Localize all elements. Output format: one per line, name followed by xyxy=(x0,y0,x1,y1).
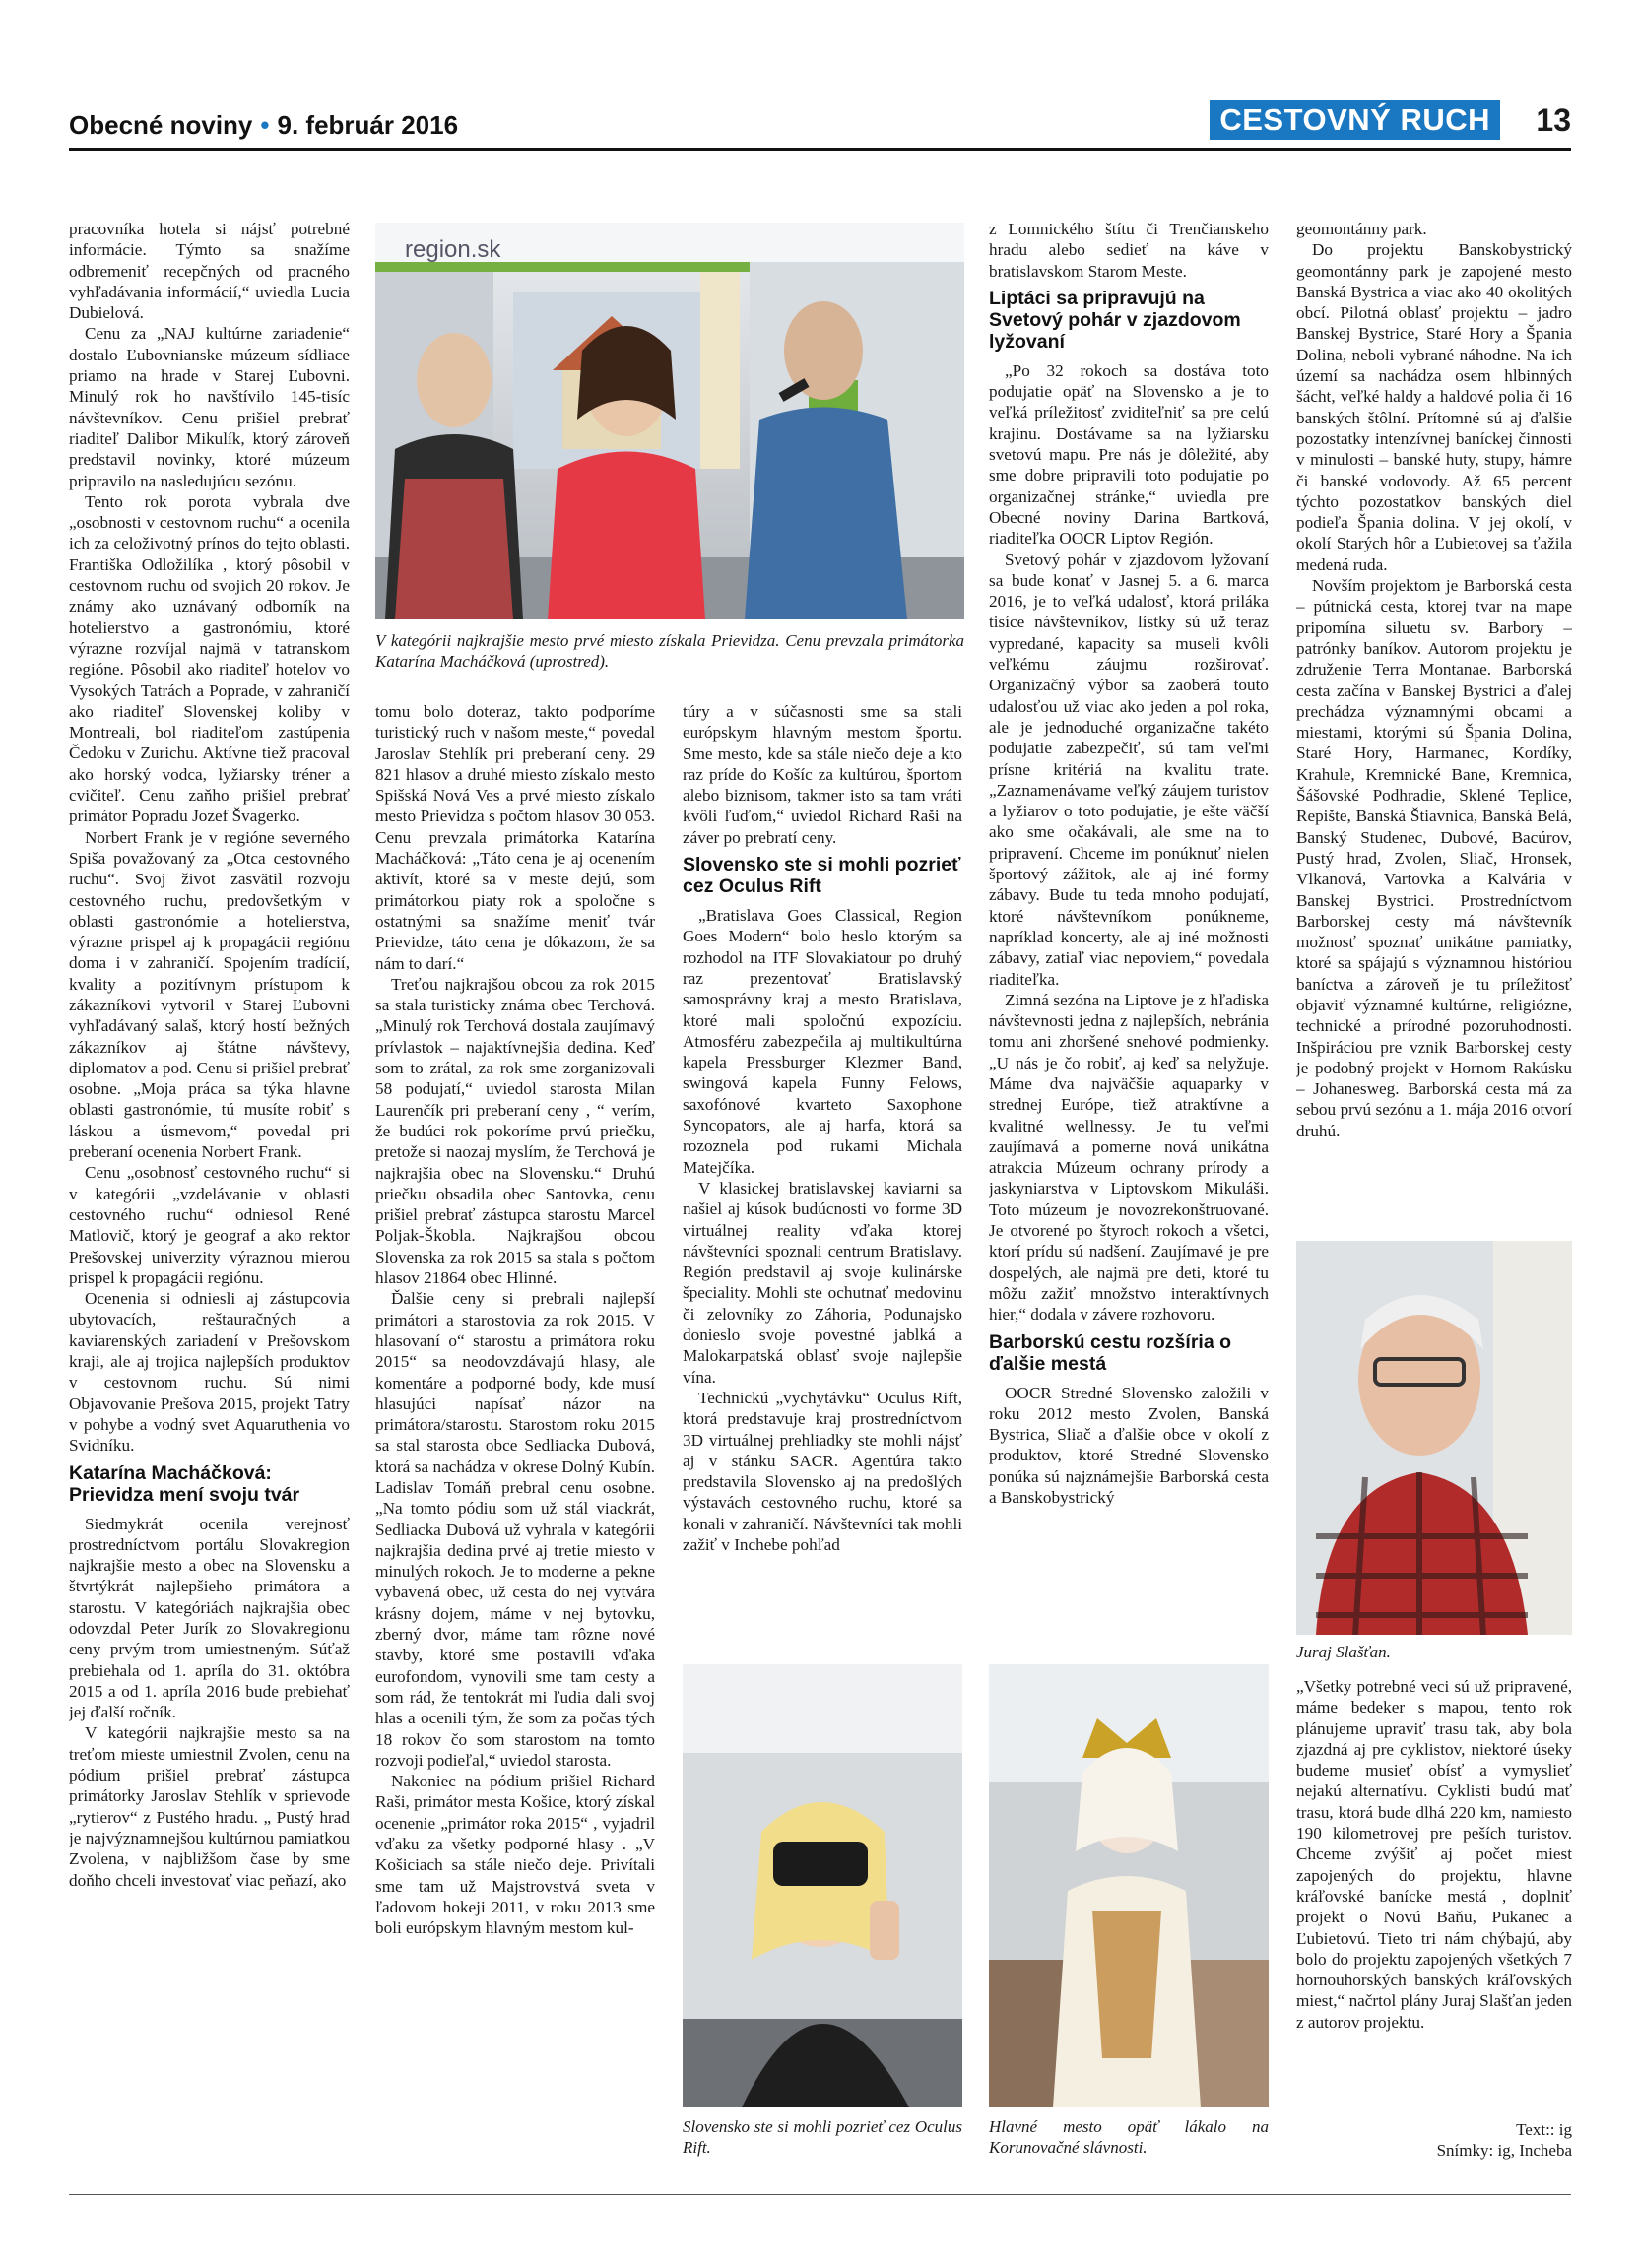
photo-juraj-slastan xyxy=(1296,1241,1572,1635)
page-number: 13 xyxy=(1536,102,1571,138)
paragraph: Cenu za „NAJ kultúrne zariadenie“ dostalo Ľubovnianske múzeum sídliace priamo na hrade v Starej Ľubovni. Minulý rok ho navštívilo 145-tisíc návštevníkov. Cenu prišiel prebrať riaditeľ Dalibor Mikulík, ktorý zároveň predstavil novinky, ktoré múzeum pripravilo na nasledujúcu sezónu. xyxy=(69,324,350,490)
paragraph: Zimná sezóna na Liptove je z hľadiska návštevnosti jedna z najlepších, nebránia tomu ani zhoršené snehové podmienky. „U nás je čo robiť, aj keď sa nelyžuje. Máme dva najväčšie aquaparky v strednej Európe, tiež atraktívne a kvalitné wellnessy. Je tu veľmi zaujímavá a pomerne nová unikátna atrakcia Múzeum ochrany prírody a jaskyniarstva v Liptovskom Mikuláši. Toto múzeum je novozrekonštruované. Je otvorené po štyroch rokoch a všetci, ktorí prídu sú nadšení. Zaujímavé je pre dospelých, ale najmä pre deti, ktoré tu môžu zažiť množstvo interaktívnych hier,“ dodala v závere rozhovoru. xyxy=(989,990,1269,1325)
paragraph: Siedmykrát ocenila verejnosť prostredníctvom portálu Slovakregion najkrajšie mesto a obec na Slovensku a štvrtýkrát najlepšieho primátora a starostu. V kategóriách najkrajšia obec odovzdal Peter Jurík zo Slovakregionu ceny prvým trom umiestneným. Súťaž prebiehala od 1. apríla do 31. októbra 2015 a od 1. apríla 2016 bude prebiehať jej ďalší ročník. xyxy=(69,1514,350,1722)
paragraph: „Bratislava Goes Classical, Region Goes Modern“ bolo heslo ktorým sa rozhodol na ITF Slovakiatour po druhý raz prezentovať Bratislavský samosprávny kraj a mesto Bratislava, ktoré mali spoločnú expozíciu. Atmosféru zabezpečila aj multikultúrna kapela Pressburger Klezmer Band, swingová kapela Funny Felows, saxofónové kvarteto Saxophone Syncopators, ale aj harfa, ktorá sa rozoznela pod rukami Michala Matejčíka. xyxy=(683,906,962,1177)
paragraph: túry a v súčasnosti sme sa stali európskym hlavným mestom športu. Sme mesto, kde sa stále niečo deje a kto raz príde do Košíc za kultúrou, športom alebo biznisom, takmer isto sa tam vráti kvôli ľuďom,“ uviedol Richard Raši na záver po prebratí ceny. xyxy=(683,702,962,847)
photo-caption: V kategórii najkrajšie mesto prvé miesto získala Prievidza. Cenu prevzala primátorka Katarína Macháčková (uprostred). xyxy=(375,631,964,671)
column-5-continued xyxy=(1296,1676,1572,2102)
separator-dot-icon: • xyxy=(260,110,270,140)
photo-coronation xyxy=(989,1664,1269,2107)
column-4 xyxy=(989,219,1269,1637)
column-3 xyxy=(683,701,962,1637)
subheading: Katarína Macháčková: Prievidza mení svoju tvár xyxy=(69,1461,300,1506)
paragraph: V kategórii najkrajšie mesto sa na treťom mieste umiestnil Zvolen, cenu na pódium prišiel prebrať zástupca primátorky Jaroslav Stehlík v sprievode „rytierov“ z Pustého hradu. „ Pustý hrad je najvýznamnejšou kultúrnou pamiatkou Zvolena, v najbližšom čase by sme doňho chceli investovať viac peňazí, ako xyxy=(69,1723,350,1890)
paragraph: Ďalšie ceny si prebrali najlepší primátori a starostovia za rok 2015. V hlasovaní o“ starostu a primátora roku 2015“ sa neodovzdávajú hlasy, ale komentáre a podporné body, kde musí hlasujúci napísať názor na primátora/starostu. Starostom roku 2015 sa stal starosta obce Sedliacka Dubová, ktorá sa nachádza v okrese Dolný Kubín. Ladislav Tomáň prebral cenu osobne. „Na tomto pódiu som už stál viackrát, Sedliacka Dubová už vyhrala v kategórii najkrajšia dedina prvé aj tretie miesto v minulých rokoch. Je to moderne a pekne vybavená obec, už cesta do nej vytvára krásny dojem, máme v nej bytovku, zberný dvor, máme tam rôzne nové stavby, ktoré sme postavili vďaka eurofondom, vynovili sme tam cesty a som rád, že tentokrát mi ľudia dali svoj hlas a ocenili tým, že som za počas tých 18 rokov čo som starostom na tomto rozvoji podieľal,“ uviedol starosta. xyxy=(375,1289,655,1770)
photo-illustration xyxy=(683,1664,962,2107)
photo-oculus-rift xyxy=(683,1664,962,2107)
paragraph: pracovníka hotela si nájsť potrebné informácie. Týmto sa snažíme odbremeniť recepčných od pracného vyhľadávania informácií,“ uviedla Lucia Dubielová. xyxy=(69,220,350,323)
banner-text: region.sk xyxy=(405,236,501,263)
paragraph: geomontánny park. xyxy=(1296,220,1427,238)
publication-line xyxy=(69,110,458,141)
page-header xyxy=(69,98,1571,146)
photo-award-prievidza xyxy=(375,223,964,619)
paragraph: Ocenenia si odniesli aj zástupcovia ubytovacích, reštauračných a kaviarenských zariadení v Prešovskom kraji, ale aj trojica najlepších produktov v cestovnom ruchu. Sú nimi Objavovanie Prešova 2015, projekt Tatry v pohybe a vodný svet Aquaruthenia vo Svidníku. xyxy=(69,1289,350,1456)
paragraph: „Všetky potrebné veci sú už pripravené, máme bedeker s mapou, tento rok plánujeme upraviť trasu tak, aby bola zjazdná aj pre cyklistov, niektoré úseky budeme musieť obísť a vymyslieť nejakú alternatívu. Cyklisti budú mať trasu, ktorá bude dlhá 220 km, namiesto 190 kilometrovej pre peších turistov. Chceme zvýšiť aj počet miest zapojených do projektu, hlavne kráľovské banícke mestá , doplniť projekt o Novú Baňu, Pukanec a Ľubietovú. Tieto tri nám chýbajú, aby bolo do projektu zapojených všetkých 7 hornouhorských banských kráľovských miest,“ načrtol plány Juraj Slašťan jeden z autorov projektu. xyxy=(1296,1677,1572,2032)
paragraph: Svetový pohár v zjazdovom lyžovaní sa bude konať v Jasnej 5. a 6. marca 2016, je to veľká udalosť, ktorá priláka tisíce návštevníkov, lístky sú už teraz vypredané, kapacity sa museli kvôli veľkému záujmu rozširovať. Organizačný výbor sa zaoberá touto udalosťou už viac ako jeden a pol roka, ale je jednoduché organizačne takéto podujatie zabezpečiť, sú tam veľmi prísne kritériá na kvalitu trate. „Zaznamenávame veľký záujem turistov a lyžiarov o toto podujatie, je ešte väčší ako sme očakávali, ale sme na to pripravení. Chceme im ponúknuť nielen športový zážitok, ale aj iné formy zábavy. Bude tu teda mnoho podujatí, ktoré návštevníkom ponúkneme, napríklad koncerty, ale aj iné možnosti zábavy, zatiaľ viac nepoviem,“ povedala riaditeľka. xyxy=(989,550,1269,989)
paragraph: Technickú „vychytávku“ Oculus Rift, ktorá predstavuje kraj prostredníctvom 3D virtuálnej prehliadky ste mohli nájsť aj v stánku SACR. Agentúra takto predstavila Slovensko aj na predošlých výstavách cestovného ruchu, ktoré sa konali v zahraničí. Návštevníci tak mohli zažiť v Inchebe pohľad xyxy=(683,1388,962,1554)
paragraph: Treťou najkrajšou obcou za rok 2015 sa stala turisticky známa obec Terchová. „Minulý rok Terchová dostala zaujímavý prívlastok – najaktívnejšia dedina. Keď som to zrátal, za rok sme zorganizovali 58 podujatí,“ uviedol starosta Milan Laurenčík pri preberaní ceny , “ verím, že budúci rok pokoríme prvú priečku, pretože si naozaj myslím, že Terchová je najkrajšia obec na Slovensku.“ Druhú priečku obsadila obec Santovka, cenu prišiel prebrať zástupca starostu Marcel Poljak-Škobla. Najkrajšou obcou Slovenska za rok 2015 sa stala s počtom hlasov 21864 obec Hlinné. xyxy=(375,974,655,1288)
credits xyxy=(1296,2119,1572,2161)
section-label: CESTOVNÝ RUCH xyxy=(1210,100,1500,140)
credit-photos: Snímky: ig, Incheba xyxy=(1436,2141,1572,2160)
paragraph: Cenu „osobnosť cestovného ruchu“ si v kategórii „vzdelávanie v oblasti cestovného ruchu“ odniesol René Matlovič, ktorý je geograf a ako rektor Prešovskej univerzity výraznou mierou prispel k propagácii regiónu. xyxy=(69,1163,350,1287)
subheading: Barborskú cestu rozšíria o ďalšie mestá xyxy=(989,1330,1231,1375)
paragraph: Norbert Frank je v regióne severného Spiša považovaný za „Otca cestovného ruchu“. Svoj život zasvätil rozvoju cestovného ruchu, predovšetkým v oblasti gastronómie a hotelierstva, výrazne prispel aj k propagácii regiónu doma i v zahraničí. Spojením tradícií, kvality a pozitívnym prístupom k zákazníkovi vytvoril v Starej Ľubovni vyhľadávaný salaš, ktorý hostí bežných zákazníkov aj štátne návštevy, diplomatov a pod. Cenu si prišiel prebrať osobne. „Moja práca sa týka hlavne oblasti gastronómie, tú musíte robiť s láskou a úsmevom,“ povedal pri preberaní ocenenia Norbert Frank. xyxy=(69,827,350,1162)
publication-name: Obecné noviny xyxy=(69,110,253,140)
paragraph: „Po 32 rokoch sa dostáva toto podujatie opäť na Slovensko a je to veľká príležitosť zviditeľniť sa pre celú krajinu. Dostávame sa na lyžiarsku svetovú mapu. Pre nás je dôležité, aby sme dobre pripravili toto podujatie po organizačnej stránke,“ uviedla pre Obecné noviny Darina Bartková, riaditeľka OOCR Liptov Región. xyxy=(989,360,1269,549)
photo-caption: Slovensko ste si mohli pozrieť cez Oculus Rift. xyxy=(683,2117,962,2157)
paragraph: Novším projektom je Barborská cesta – pútnická cesta, ktorej tvar na mape pripomína siluetu sv. Barbory – patrónky baníkov. Autorom projektu je združenie Terra Montanae. Barborská cesta začína v Banskej Bystrici a ďalej prechádza významnými obcami a miestami, ktorými sú Špania Dolina, Staré Hory, Harmanec, Kordíky, Krahule, Kremnické Bane, Kremnica, Šášovské Podhradie, Sklené Teplice, Repište, Banská Štiavnica, Banská Belá, Banský Studenec, Dubové, Bacúrov, Pustý hrad, Zvolen, Sliač, Hronsek, Vlkanová, Vartovka a Kalvária v Banskej Bystrici. Prostredníctvom Barborskej cesty má návštevník možnosť spoznať unikátne pamiatky, ktoré sa spájajú s významnou históriou baníctva a zároveň je tu príležitosť objaviť významné kultúrne, religiózne, technické a prírodné pozoruhodnosti. Inšpiráciou pre vznik Barborskej cesty je podobný projekt v Hornom Rakúsku – Johanesweg. Barborská cesta má za sebou prvú sezónu a 1. mája 2016 otvorí druhú. xyxy=(1296,576,1572,1140)
paragraph: Do projektu Banskobystrický geomontánny park je zapojené mesto Banská Bystrica a viac ako 40 okolitých obcí. Pilotná oblasť projektu – jadro Banskej Bystrice, Staré Hory a Špania Dolina, neboli vybrané náhodne. Na ich území sa nachádza osem hlbinných šácht, veľké haldy a haldové polia či 16 banských štôlní. Prítomné sú aj ďalšie pozostatky intenzívnej baníckej činnosti v minulosti – banské huty, stupy, hámre či banské vodovody. Až 65 percent týchto pozostatkov banských diel podieľa Špania dolina. V jej okolí, v okolí Starých hôr a Ľubietovej sa ťažila medená ruda. xyxy=(1296,240,1572,574)
header-rule xyxy=(69,148,1571,151)
photo-illustration xyxy=(1296,1241,1572,1635)
footer-rule xyxy=(69,2194,1571,2195)
photo-illustration xyxy=(375,223,964,619)
photo-illustration xyxy=(989,1664,1269,2107)
paragraph: V klasickej bratislavskej kaviarni sa našiel aj kúsok budúcnosti vo forme 3D virtuálnej reality vďaka ktorej návštevníci spoznali centrum Bratislavy. Región predstavil aj svoje kulinárske špeciality. Mohli ste ochutnať medovinu či zelovníky zo Záhoria, Podunajsko donieslo svoje povestné jablká a Malokarpatská oblasť svoje najlepšie vína. xyxy=(683,1178,962,1387)
photo-caption: Hlavné mesto opäť lákalo na Korunovačné slávnosti. xyxy=(989,2117,1269,2157)
paragraph: z Lomnického štítu či Trenčianskeho hradu alebo sedieť na káve v bratislavskom Starom Meste. xyxy=(989,220,1269,281)
subheading: Liptáci sa pripravujú na Svetový pohár v zjazdovom lyžovaní xyxy=(989,287,1241,353)
paragraph: tomu bolo doteraz, takto podporíme turistický ruch v našom meste,“ povedal Jaroslav Stehlík pri preberaní ceny. 29 821 hlasov a druhé miesto získalo mesto Spišská Nová Ves a prvé miesto získalo mesto Prievidza s počtom hlasov 30 053. Cenu prevzala primátorka Katarína Macháčková: „Táto cena je aj ocenením aktivít, ktoré sa v meste dejú, som primátorkou piaty rok a spoločne s ostatnými sa snažíme meniť tvár Prievidze, táto cena je dôkazom, že sa nám to darí.“ xyxy=(375,702,655,973)
subheading: Slovensko ste si mohli pozrieť cez Oculus Rift xyxy=(683,854,961,898)
photo-caption: Juraj Slašťan. xyxy=(1296,1643,1391,1661)
paragraph: OOCR Stredné Slovensko založili v roku 2012 mesto Zvolen, Banská Bystrica, Sliač a ďalšie obce v okolí z produktov, ktoré Stredné Slovensko ponúka sú najznámejšie Barborská cesta a Banskobystrický xyxy=(989,1383,1269,1508)
paragraph: Tento rok porota vybrala dve „osobnosti v cestovnom ruchu“ a ocenila ich za celoživotný prínos do tejto oblasti. Františka Odložilíka , ktorý pôsobil v cestovnom ruchu od svojich 20 rokov. Je známy ako uznávaný odborník na hotelierstvo a gastronómiu, ktoré výrazne rozvíjal najmä v tatranskom regióne. Pôsobil ako riaditeľ hotelov vo Vysokých Tatrách a Poprade, v zahraničí ako riaditeľ Slovenskej koliby v Montreali, bol riaditeľom zastúpenia Čedoku v Zurichu. Aktívne tiež pracoval ako horský vodca, lyžiarsky tréner a cvičiteľ. Cenu zaňho prišiel prebrať primátor Popradu Jozef Švagerko. xyxy=(69,491,350,826)
paragraph: Nakoniec na pódium prišiel Richard Raši, primátor mesta Košice, ktorý získal ocenenie „primátor roka 2015“ , vyjadril vďaku za všetky podporné hlasy . „V Košiciach sa stále niečo deje. Privítali sme tam už Majstrovstvá sveta v ľadovom hokeji 2011, v roku 2013 sme boli európskym hlavným mestom kul- xyxy=(375,1772,655,1938)
column-1 xyxy=(69,219,350,2183)
publication-date: 9. február 2016 xyxy=(277,110,459,140)
credit-text: Text:: ig xyxy=(1516,2120,1572,2139)
column-5 xyxy=(1296,219,1572,1233)
column-2 xyxy=(375,701,655,2183)
